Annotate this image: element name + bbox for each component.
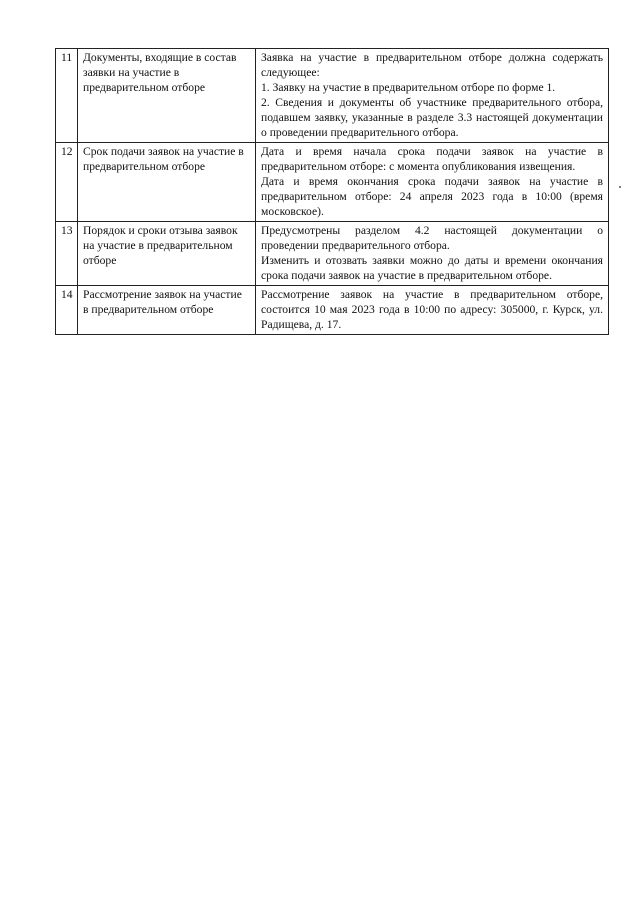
row-title: Рассмотрение заявок на участие в предварительном отборе — [78, 286, 256, 335]
scan-speck — [619, 186, 621, 188]
row-description — [256, 286, 609, 335]
table-row — [56, 286, 609, 335]
description-paragraph: Заявка на участие в предварительном отборе должна содержать следующее: — [261, 51, 603, 79]
description-paragraph: Предусмотрены разделом 4.2 настоящей документации о проведении предварительного отбора. — [261, 224, 603, 252]
description-paragraph: 1. Заявку на участие в предварительном отборе по форме 1. — [261, 81, 556, 94]
table-row — [56, 49, 609, 143]
description-paragraph: Рассмотрение заявок на участие в предварительном отборе, состоится 10 мая 2023 года в 10:00 по адресу: 305000, г. Курск, ул. Радищева, д. 17. — [261, 288, 603, 331]
row-number: 12 — [56, 143, 78, 222]
row-number: 14 — [56, 286, 78, 335]
description-paragraph: 2. Сведения и документы об участнике предварительного отбора, подавшем заявку, указанные в разделе 3.3 настоящей документации о проведении предварительного отбора. — [261, 96, 603, 139]
row-description — [256, 222, 609, 286]
description-paragraph: Дата и время окончания срока подачи заявок на участие в предварительном отборе: 24 апреля 2023 года в 10:00 (время московское). — [261, 175, 603, 218]
row-number: 11 — [56, 49, 78, 143]
procurement-info-table — [55, 48, 609, 335]
row-number: 13 — [56, 222, 78, 286]
row-title: Порядок и сроки отзыва заявок на участие в предварительном отборе — [78, 222, 256, 286]
row-description — [256, 49, 609, 143]
row-title: Срок подачи заявок на участие в предварительном отборе — [78, 143, 256, 222]
table-row — [56, 143, 609, 222]
row-title: Документы, входящие в состав заявки на участие в предварительном отборе — [78, 49, 256, 143]
row-description — [256, 143, 609, 222]
table-row — [56, 222, 609, 286]
description-paragraph: Изменить и отозвать заявки можно до даты и времени окончания срока подачи заявок на участие в предварительном отборе. — [261, 254, 603, 282]
description-paragraph: Дата и время начала срока подачи заявок на участие в предварительном отборе: с момента опубликования извещения. — [261, 145, 603, 173]
